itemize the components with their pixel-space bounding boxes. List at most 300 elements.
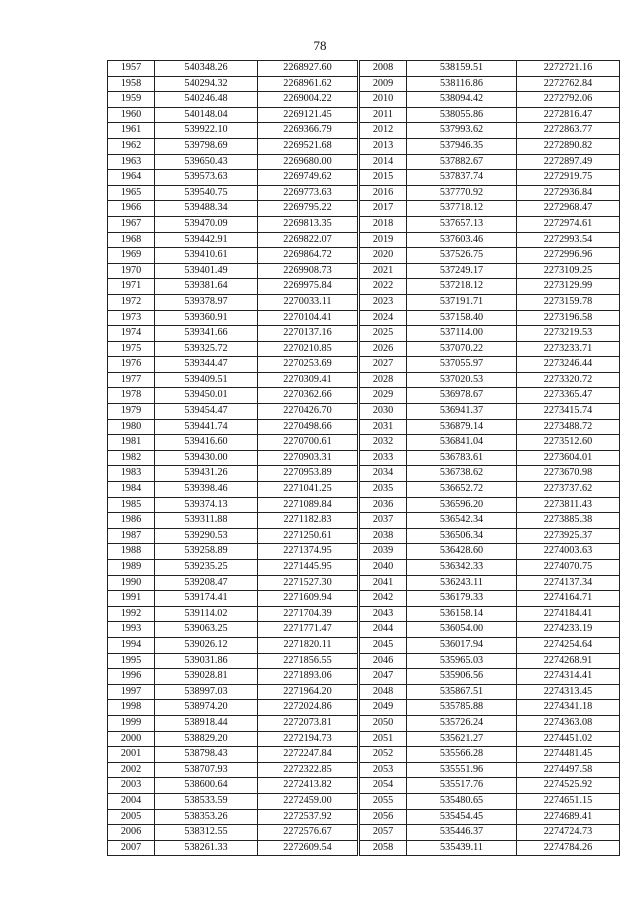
table-row bbox=[108, 279, 358, 295]
y-coordinate-cell: 2269680.00 bbox=[258, 154, 358, 170]
x-coordinate-cell: 539470.09 bbox=[155, 216, 258, 232]
x-coordinate-cell: 536978.67 bbox=[407, 388, 517, 404]
x-coordinate-cell: 535726.24 bbox=[407, 715, 517, 731]
y-coordinate-cell: 2271089.84 bbox=[258, 497, 358, 513]
point-number-cell: 2020 bbox=[360, 248, 407, 264]
point-number-cell: 2011 bbox=[360, 107, 407, 123]
point-number-cell: 1986 bbox=[108, 513, 155, 529]
y-coordinate-cell: 2272968.47 bbox=[517, 201, 620, 217]
y-coordinate-cell: 2271182.83 bbox=[258, 513, 358, 529]
y-coordinate-cell: 2270104.41 bbox=[258, 310, 358, 326]
x-coordinate-cell: 539922.10 bbox=[155, 123, 258, 139]
x-coordinate-cell: 535446.37 bbox=[407, 825, 517, 841]
table-row bbox=[108, 326, 358, 342]
table-row bbox=[108, 731, 358, 747]
x-coordinate-cell: 539398.46 bbox=[155, 482, 258, 498]
y-coordinate-cell: 2269822.07 bbox=[258, 232, 358, 248]
point-number-cell: 2013 bbox=[360, 138, 407, 154]
x-coordinate-cell: 539063.25 bbox=[155, 622, 258, 638]
y-coordinate-cell: 2274784.26 bbox=[517, 840, 620, 856]
table-row bbox=[360, 419, 620, 435]
x-coordinate-cell: 536342.33 bbox=[407, 560, 517, 576]
x-coordinate-cell: 537718.12 bbox=[407, 201, 517, 217]
y-coordinate-cell: 2274363.08 bbox=[517, 715, 620, 731]
point-number-cell: 2025 bbox=[360, 326, 407, 342]
table-row bbox=[108, 310, 358, 326]
table-row bbox=[108, 513, 358, 529]
point-number-cell: 1958 bbox=[108, 76, 155, 92]
point-number-cell: 2018 bbox=[360, 216, 407, 232]
table-row bbox=[108, 138, 358, 154]
y-coordinate-cell: 2274254.64 bbox=[517, 637, 620, 653]
x-coordinate-cell: 535454.45 bbox=[407, 809, 517, 825]
point-number-cell: 2022 bbox=[360, 279, 407, 295]
y-coordinate-cell: 2269864.72 bbox=[258, 248, 358, 264]
y-coordinate-cell: 2274233.19 bbox=[517, 622, 620, 638]
y-coordinate-cell: 2271527.30 bbox=[258, 575, 358, 591]
x-coordinate-cell: 537770.92 bbox=[407, 185, 517, 201]
point-number-cell: 2052 bbox=[360, 747, 407, 763]
table-row bbox=[360, 170, 620, 186]
point-number-cell: 2030 bbox=[360, 404, 407, 420]
x-coordinate-cell: 537114.00 bbox=[407, 326, 517, 342]
x-coordinate-cell: 536506.34 bbox=[407, 528, 517, 544]
y-coordinate-cell: 2273320.72 bbox=[517, 372, 620, 388]
y-coordinate-cell: 2274451.02 bbox=[517, 731, 620, 747]
point-number-cell: 2004 bbox=[108, 793, 155, 809]
table-row bbox=[360, 138, 620, 154]
point-number-cell: 2043 bbox=[360, 606, 407, 622]
x-coordinate-cell: 536017.94 bbox=[407, 637, 517, 653]
x-coordinate-cell: 537882.67 bbox=[407, 154, 517, 170]
y-coordinate-cell: 2273512.60 bbox=[517, 435, 620, 451]
x-coordinate-cell: 535480.65 bbox=[407, 793, 517, 809]
point-number-cell: 2029 bbox=[360, 388, 407, 404]
y-coordinate-cell: 2272993.54 bbox=[517, 232, 620, 248]
table-row bbox=[108, 606, 358, 622]
y-coordinate-cell: 2272936.84 bbox=[517, 185, 620, 201]
point-number-cell: 2024 bbox=[360, 310, 407, 326]
table-row bbox=[108, 715, 358, 731]
x-coordinate-cell: 539026.12 bbox=[155, 637, 258, 653]
point-number-cell: 1970 bbox=[108, 263, 155, 279]
x-coordinate-cell: 539650.43 bbox=[155, 154, 258, 170]
point-number-cell: 2021 bbox=[360, 263, 407, 279]
y-coordinate-cell: 2273109.25 bbox=[517, 263, 620, 279]
x-coordinate-cell: 536879.14 bbox=[407, 419, 517, 435]
x-coordinate-cell: 536542.34 bbox=[407, 513, 517, 529]
table-row bbox=[360, 513, 620, 529]
x-coordinate-cell: 538600.64 bbox=[155, 778, 258, 794]
table-row bbox=[108, 170, 358, 186]
table-row bbox=[360, 310, 620, 326]
y-coordinate-cell: 2268927.60 bbox=[258, 61, 358, 77]
y-coordinate-cell: 2274003.63 bbox=[517, 544, 620, 560]
x-coordinate-cell: 539430.00 bbox=[155, 450, 258, 466]
x-coordinate-cell: 539409.51 bbox=[155, 372, 258, 388]
table-row bbox=[360, 404, 620, 420]
y-coordinate-cell: 2272890.82 bbox=[517, 138, 620, 154]
point-number-cell: 2028 bbox=[360, 372, 407, 388]
point-number-cell: 1974 bbox=[108, 326, 155, 342]
y-coordinate-cell: 2273811.43 bbox=[517, 497, 620, 513]
point-number-cell: 2027 bbox=[360, 357, 407, 373]
table-row bbox=[360, 544, 620, 560]
y-coordinate-cell: 2271041.25 bbox=[258, 482, 358, 498]
point-number-cell: 1969 bbox=[108, 248, 155, 264]
table-row bbox=[360, 747, 620, 763]
point-number-cell: 2058 bbox=[360, 840, 407, 856]
y-coordinate-cell: 2271250.61 bbox=[258, 528, 358, 544]
point-number-cell: 2036 bbox=[360, 497, 407, 513]
y-coordinate-cell: 2273885.38 bbox=[517, 513, 620, 529]
coordinate-table-left bbox=[107, 60, 358, 856]
table-row bbox=[108, 248, 358, 264]
table-row bbox=[108, 232, 358, 248]
point-number-cell: 2031 bbox=[360, 419, 407, 435]
x-coordinate-cell: 538997.03 bbox=[155, 684, 258, 700]
point-number-cell: 1965 bbox=[108, 185, 155, 201]
point-number-cell: 2012 bbox=[360, 123, 407, 139]
x-coordinate-cell: 539431.26 bbox=[155, 466, 258, 482]
y-coordinate-cell: 2269521.68 bbox=[258, 138, 358, 154]
x-coordinate-cell: 537946.35 bbox=[407, 138, 517, 154]
table-row bbox=[108, 404, 358, 420]
table-row bbox=[108, 591, 358, 607]
x-coordinate-cell: 538707.93 bbox=[155, 762, 258, 778]
table-row bbox=[360, 388, 620, 404]
x-coordinate-cell: 539441.74 bbox=[155, 419, 258, 435]
x-coordinate-cell: 539442.91 bbox=[155, 232, 258, 248]
y-coordinate-cell: 2269004.22 bbox=[258, 92, 358, 108]
table-row bbox=[108, 809, 358, 825]
table-row bbox=[108, 435, 358, 451]
point-number-cell: 1985 bbox=[108, 497, 155, 513]
x-coordinate-cell: 537020.53 bbox=[407, 372, 517, 388]
table-row bbox=[108, 201, 358, 217]
point-number-cell: 2006 bbox=[108, 825, 155, 841]
point-number-cell: 2035 bbox=[360, 482, 407, 498]
table-row bbox=[108, 653, 358, 669]
x-coordinate-cell: 538312.55 bbox=[155, 825, 258, 841]
table-row bbox=[108, 840, 358, 856]
table-row bbox=[108, 372, 358, 388]
x-coordinate-cell: 539488.34 bbox=[155, 201, 258, 217]
x-coordinate-cell: 538159.51 bbox=[407, 61, 517, 77]
x-coordinate-cell: 536738.62 bbox=[407, 466, 517, 482]
point-number-cell: 2023 bbox=[360, 294, 407, 310]
y-coordinate-cell: 2272609.54 bbox=[258, 840, 358, 856]
y-coordinate-cell: 2270700.61 bbox=[258, 435, 358, 451]
x-coordinate-cell: 538116.86 bbox=[407, 76, 517, 92]
y-coordinate-cell: 2272537.92 bbox=[258, 809, 358, 825]
table-row bbox=[360, 715, 620, 731]
table-row bbox=[108, 497, 358, 513]
x-coordinate-cell: 535785.88 bbox=[407, 700, 517, 716]
point-number-cell: 1993 bbox=[108, 622, 155, 638]
point-number-cell: 1963 bbox=[108, 154, 155, 170]
point-number-cell: 1961 bbox=[108, 123, 155, 139]
y-coordinate-cell: 2274070.75 bbox=[517, 560, 620, 576]
table-row bbox=[360, 482, 620, 498]
x-coordinate-cell: 538094.42 bbox=[407, 92, 517, 108]
table-row bbox=[360, 326, 620, 342]
y-coordinate-cell: 2273415.74 bbox=[517, 404, 620, 420]
x-coordinate-cell: 539410.61 bbox=[155, 248, 258, 264]
point-number-cell: 1967 bbox=[108, 216, 155, 232]
y-coordinate-cell: 2269975.84 bbox=[258, 279, 358, 295]
y-coordinate-cell: 2272721.16 bbox=[517, 61, 620, 77]
table-row bbox=[360, 793, 620, 809]
table-row bbox=[360, 606, 620, 622]
y-coordinate-cell: 2271964.20 bbox=[258, 684, 358, 700]
x-coordinate-cell: 537070.22 bbox=[407, 341, 517, 357]
y-coordinate-cell: 2270953.89 bbox=[258, 466, 358, 482]
y-coordinate-cell: 2274651.15 bbox=[517, 793, 620, 809]
table-row bbox=[360, 279, 620, 295]
point-number-cell: 2001 bbox=[108, 747, 155, 763]
table-row bbox=[360, 123, 620, 139]
x-coordinate-cell: 535621.27 bbox=[407, 731, 517, 747]
x-coordinate-cell: 537603.46 bbox=[407, 232, 517, 248]
point-number-cell: 2034 bbox=[360, 466, 407, 482]
y-coordinate-cell: 2274313.45 bbox=[517, 684, 620, 700]
table-row bbox=[108, 575, 358, 591]
x-coordinate-cell: 538353.26 bbox=[155, 809, 258, 825]
x-coordinate-cell: 536428.60 bbox=[407, 544, 517, 560]
point-number-cell: 1957 bbox=[108, 61, 155, 77]
y-coordinate-cell: 2272459.00 bbox=[258, 793, 358, 809]
table-row bbox=[360, 825, 620, 841]
x-coordinate-cell: 536596.20 bbox=[407, 497, 517, 513]
point-number-cell: 2055 bbox=[360, 793, 407, 809]
point-number-cell: 1980 bbox=[108, 419, 155, 435]
point-number-cell: 2015 bbox=[360, 170, 407, 186]
point-number-cell: 1994 bbox=[108, 637, 155, 653]
x-coordinate-cell: 537526.75 bbox=[407, 248, 517, 264]
x-coordinate-cell: 536158.14 bbox=[407, 606, 517, 622]
table-row bbox=[360, 107, 620, 123]
table-row bbox=[360, 216, 620, 232]
point-number-cell: 2038 bbox=[360, 528, 407, 544]
y-coordinate-cell: 2272974.61 bbox=[517, 216, 620, 232]
point-number-cell: 1987 bbox=[108, 528, 155, 544]
x-coordinate-cell: 536054.00 bbox=[407, 622, 517, 638]
x-coordinate-cell: 540246.48 bbox=[155, 92, 258, 108]
table-row bbox=[360, 61, 620, 77]
table-row bbox=[108, 747, 358, 763]
y-coordinate-cell: 2273737.62 bbox=[517, 482, 620, 498]
table-row bbox=[108, 263, 358, 279]
x-coordinate-cell: 535867.51 bbox=[407, 684, 517, 700]
y-coordinate-cell: 2271609.94 bbox=[258, 591, 358, 607]
point-number-cell: 2054 bbox=[360, 778, 407, 794]
table-row bbox=[360, 201, 620, 217]
table-row bbox=[360, 809, 620, 825]
x-coordinate-cell: 539360.91 bbox=[155, 310, 258, 326]
y-coordinate-cell: 2274268.91 bbox=[517, 653, 620, 669]
point-number-cell: 1988 bbox=[108, 544, 155, 560]
point-number-cell: 2010 bbox=[360, 92, 407, 108]
y-coordinate-cell: 2272194.73 bbox=[258, 731, 358, 747]
table-row bbox=[360, 357, 620, 373]
y-coordinate-cell: 2273196.58 bbox=[517, 310, 620, 326]
y-coordinate-cell: 2269908.73 bbox=[258, 263, 358, 279]
x-coordinate-cell: 539374.13 bbox=[155, 497, 258, 513]
y-coordinate-cell: 2273488.72 bbox=[517, 419, 620, 435]
table-row bbox=[360, 248, 620, 264]
table-row bbox=[108, 637, 358, 653]
y-coordinate-cell: 2270033.11 bbox=[258, 294, 358, 310]
y-coordinate-cell: 2273670.98 bbox=[517, 466, 620, 482]
x-coordinate-cell: 539416.60 bbox=[155, 435, 258, 451]
point-number-cell: 1975 bbox=[108, 341, 155, 357]
table-row bbox=[108, 294, 358, 310]
x-coordinate-cell: 539290.53 bbox=[155, 528, 258, 544]
y-coordinate-cell: 2269795.22 bbox=[258, 201, 358, 217]
point-number-cell: 1972 bbox=[108, 294, 155, 310]
point-number-cell: 1989 bbox=[108, 560, 155, 576]
table-row bbox=[108, 92, 358, 108]
point-number-cell: 2014 bbox=[360, 154, 407, 170]
table-row bbox=[360, 731, 620, 747]
table-row bbox=[108, 669, 358, 685]
point-number-cell: 1977 bbox=[108, 372, 155, 388]
y-coordinate-cell: 2273159.78 bbox=[517, 294, 620, 310]
table-row bbox=[108, 341, 358, 357]
y-coordinate-cell: 2272762.84 bbox=[517, 76, 620, 92]
y-coordinate-cell: 2272073.81 bbox=[258, 715, 358, 731]
x-coordinate-cell: 539114.02 bbox=[155, 606, 258, 622]
y-coordinate-cell: 2273129.99 bbox=[517, 279, 620, 295]
x-coordinate-cell: 539540.75 bbox=[155, 185, 258, 201]
table-row bbox=[360, 232, 620, 248]
y-coordinate-cell: 2272996.96 bbox=[517, 248, 620, 264]
point-number-cell: 2057 bbox=[360, 825, 407, 841]
table-row bbox=[360, 528, 620, 544]
y-coordinate-cell: 2274314.41 bbox=[517, 669, 620, 685]
x-coordinate-cell: 535439.11 bbox=[407, 840, 517, 856]
y-coordinate-cell: 2274525.92 bbox=[517, 778, 620, 794]
point-number-cell: 2009 bbox=[360, 76, 407, 92]
table-row bbox=[108, 185, 358, 201]
y-coordinate-cell: 2273233.71 bbox=[517, 341, 620, 357]
point-number-cell: 2033 bbox=[360, 450, 407, 466]
y-coordinate-cell: 2272897.49 bbox=[517, 154, 620, 170]
y-coordinate-cell: 2274497.58 bbox=[517, 762, 620, 778]
table-row bbox=[108, 700, 358, 716]
point-number-cell: 1991 bbox=[108, 591, 155, 607]
x-coordinate-cell: 538829.20 bbox=[155, 731, 258, 747]
table-row bbox=[360, 497, 620, 513]
y-coordinate-cell: 2270137.16 bbox=[258, 326, 358, 342]
table-row bbox=[108, 544, 358, 560]
table-row bbox=[360, 762, 620, 778]
table-row bbox=[360, 372, 620, 388]
x-coordinate-cell: 535965.03 bbox=[407, 653, 517, 669]
table-row bbox=[360, 450, 620, 466]
point-number-cell: 2045 bbox=[360, 637, 407, 653]
x-coordinate-cell: 535906.56 bbox=[407, 669, 517, 685]
table-row bbox=[360, 154, 620, 170]
x-coordinate-cell: 538974.20 bbox=[155, 700, 258, 716]
table-row bbox=[108, 825, 358, 841]
point-number-cell: 1973 bbox=[108, 310, 155, 326]
y-coordinate-cell: 2271445.95 bbox=[258, 560, 358, 576]
y-coordinate-cell: 2274689.41 bbox=[517, 809, 620, 825]
x-coordinate-cell: 540348.26 bbox=[155, 61, 258, 77]
y-coordinate-cell: 2274724.73 bbox=[517, 825, 620, 841]
point-number-cell: 2039 bbox=[360, 544, 407, 560]
x-coordinate-cell: 536179.33 bbox=[407, 591, 517, 607]
x-coordinate-cell: 539028.81 bbox=[155, 669, 258, 685]
table-row bbox=[360, 263, 620, 279]
point-number-cell: 2049 bbox=[360, 700, 407, 716]
y-coordinate-cell: 2273925.37 bbox=[517, 528, 620, 544]
y-coordinate-cell: 2270903.31 bbox=[258, 450, 358, 466]
point-number-cell: 1990 bbox=[108, 575, 155, 591]
point-number-cell: 1959 bbox=[108, 92, 155, 108]
table-row bbox=[360, 684, 620, 700]
coordinate-table-right bbox=[359, 60, 620, 856]
point-number-cell: 1999 bbox=[108, 715, 155, 731]
x-coordinate-cell: 537657.13 bbox=[407, 216, 517, 232]
x-coordinate-cell: 535566.28 bbox=[407, 747, 517, 763]
y-coordinate-cell: 2269749.62 bbox=[258, 170, 358, 186]
y-coordinate-cell: 2272413.82 bbox=[258, 778, 358, 794]
point-number-cell: 2016 bbox=[360, 185, 407, 201]
y-coordinate-cell: 2270426.70 bbox=[258, 404, 358, 420]
point-number-cell: 2051 bbox=[360, 731, 407, 747]
x-coordinate-cell: 536941.37 bbox=[407, 404, 517, 420]
x-coordinate-cell: 537249.17 bbox=[407, 263, 517, 279]
y-coordinate-cell: 2272024.86 bbox=[258, 700, 358, 716]
x-coordinate-cell: 540294.32 bbox=[155, 76, 258, 92]
y-coordinate-cell: 2272247.84 bbox=[258, 747, 358, 763]
point-number-cell: 1968 bbox=[108, 232, 155, 248]
x-coordinate-cell: 539341.66 bbox=[155, 326, 258, 342]
point-number-cell: 1983 bbox=[108, 466, 155, 482]
table-row bbox=[108, 684, 358, 700]
table-row bbox=[108, 482, 358, 498]
table-row bbox=[360, 560, 620, 576]
x-coordinate-cell: 537837.74 bbox=[407, 170, 517, 186]
table-row bbox=[360, 466, 620, 482]
x-coordinate-cell: 537218.12 bbox=[407, 279, 517, 295]
x-coordinate-cell: 536243.11 bbox=[407, 575, 517, 591]
x-coordinate-cell: 539258.89 bbox=[155, 544, 258, 560]
table-row bbox=[108, 762, 358, 778]
y-coordinate-cell: 2269366.79 bbox=[258, 123, 358, 139]
table-row bbox=[360, 840, 620, 856]
point-number-cell: 2019 bbox=[360, 232, 407, 248]
x-coordinate-cell: 540148.04 bbox=[155, 107, 258, 123]
point-number-cell: 2050 bbox=[360, 715, 407, 731]
y-coordinate-cell: 2270362.66 bbox=[258, 388, 358, 404]
point-number-cell: 1995 bbox=[108, 653, 155, 669]
x-coordinate-cell: 535551.96 bbox=[407, 762, 517, 778]
y-coordinate-cell: 2272322.85 bbox=[258, 762, 358, 778]
x-coordinate-cell: 536841.04 bbox=[407, 435, 517, 451]
point-number-cell: 1982 bbox=[108, 450, 155, 466]
x-coordinate-cell: 537993.62 bbox=[407, 123, 517, 139]
x-coordinate-cell: 539454.47 bbox=[155, 404, 258, 420]
table-row bbox=[360, 700, 620, 716]
y-coordinate-cell: 2271820.11 bbox=[258, 637, 358, 653]
y-coordinate-cell: 2271704.39 bbox=[258, 606, 358, 622]
table-row bbox=[360, 669, 620, 685]
y-coordinate-cell: 2272816.47 bbox=[517, 107, 620, 123]
